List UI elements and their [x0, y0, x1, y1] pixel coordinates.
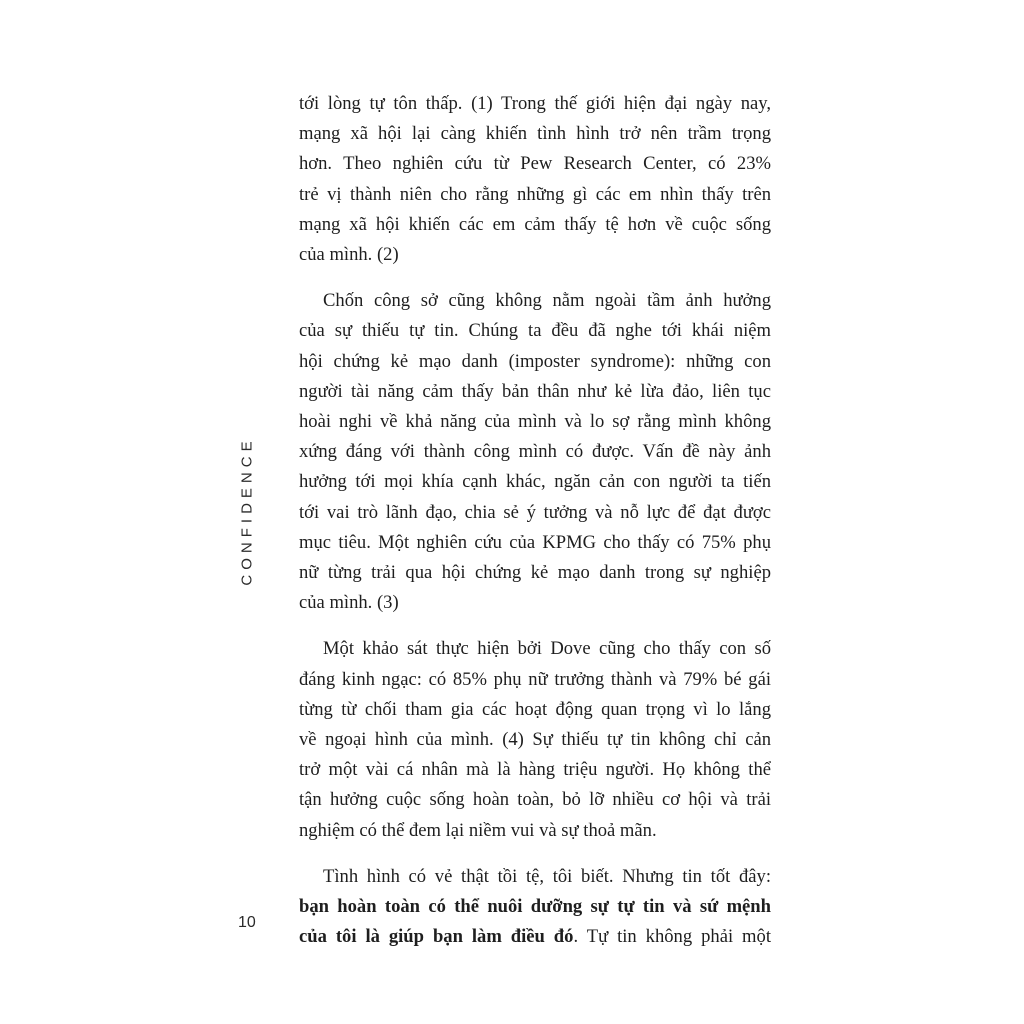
text-line: hoài nghi về khả năng của mình và lo sợ rằng mình không [299, 411, 771, 433]
text-line [299, 922, 771, 952]
body-text [299, 89, 771, 968]
text-line: tới lòng tự tôn thấp. (1) Trong thế giới hiện đại ngày nay, [299, 93, 771, 114]
text-line: từng từ chối tham gia các hoạt động quan trọng vì lo lắng [299, 698, 771, 720]
text-line: Chốn công sở cũng không nằm ngoài tầm ảnh hưởng [323, 290, 771, 312]
paragraph-2 [299, 286, 771, 618]
text-line: nữ từng trải qua hội chứng kẻ mạo danh trong sự nghiệp [299, 562, 771, 584]
text-line: của mình. (2) [299, 244, 399, 266]
text-line: mục tiêu. Một nghiên cứu của KPMG cho thấy có 75% phụ [299, 531, 771, 553]
bold-text: của tôi là giúp bạn làm điều đó [299, 926, 574, 948]
text-line: của mình. (3) [299, 592, 399, 614]
text-line: nghiệm có thể đem lại niềm vui và sự thoả mãn. [299, 819, 657, 841]
text-line: tới vai trò lãnh đạo, chia sẻ ý tưởng và nỗ lực để đạt được [299, 501, 771, 523]
text-line: mạng xã hội lại càng khiến tình hình trở nên trầm trọng [299, 123, 771, 145]
text-line: về ngoại hình của mình. (4) Sự thiếu tự tin không chỉ cản [299, 729, 771, 751]
text-line: xứng đáng với thành công mình có được. Vấn đề này ảnh [299, 441, 771, 463]
paragraph-4 [299, 862, 771, 953]
running-header-title: CONFIDENCE [238, 436, 256, 586]
text-line: Tình hình có vẻ thật tồi tệ, tôi biết. Nhưng tin tốt đây: [323, 865, 771, 887]
text-run: . Tự tin không phải một [573, 926, 771, 948]
page-number: 10 [238, 914, 256, 931]
text-line: mạng xã hội khiến các em cảm thấy tệ hơn về cuộc sống [299, 213, 771, 235]
text-line: trẻ vị thành niên cho rằng những gì các em nhìn thấy trên [299, 183, 771, 205]
text-line: hưởng tới mọi khía cạnh khác, ngăn cản con người ta tiến [299, 471, 771, 493]
text-line: hơn. Theo nghiên cứu từ Pew Research Center, có 23% [299, 153, 771, 175]
text-line: Một khảo sát thực hiện bởi Dove cũng cho thấy con số [323, 638, 771, 660]
text-line: trở một vài cá nhân mà là hàng triệu người. Họ không thể [299, 759, 771, 781]
text-line: tận hưởng cuộc sống hoàn toàn, bỏ lỡ nhiều cơ hội và trải [299, 789, 771, 811]
paragraph-1 [299, 89, 771, 270]
text-line: hội chứng kẻ mạo danh (imposter syndrome): những con [299, 350, 771, 372]
text-line: người tài năng cảm thấy bản thân như kẻ lừa đảo, liên tục [299, 380, 771, 402]
text-line: đáng kinh ngạc: có 85% phụ nữ trưởng thành và 79% bé gái [299, 668, 771, 690]
text-line: của sự thiếu tự tin. Chúng ta đều đã nghe tới khái niệm [299, 320, 771, 342]
paragraph-3 [299, 634, 771, 845]
bold-text-line: bạn hoàn toàn có thể nuôi dưỡng sự tự tin và sứ mệnh [299, 896, 771, 918]
